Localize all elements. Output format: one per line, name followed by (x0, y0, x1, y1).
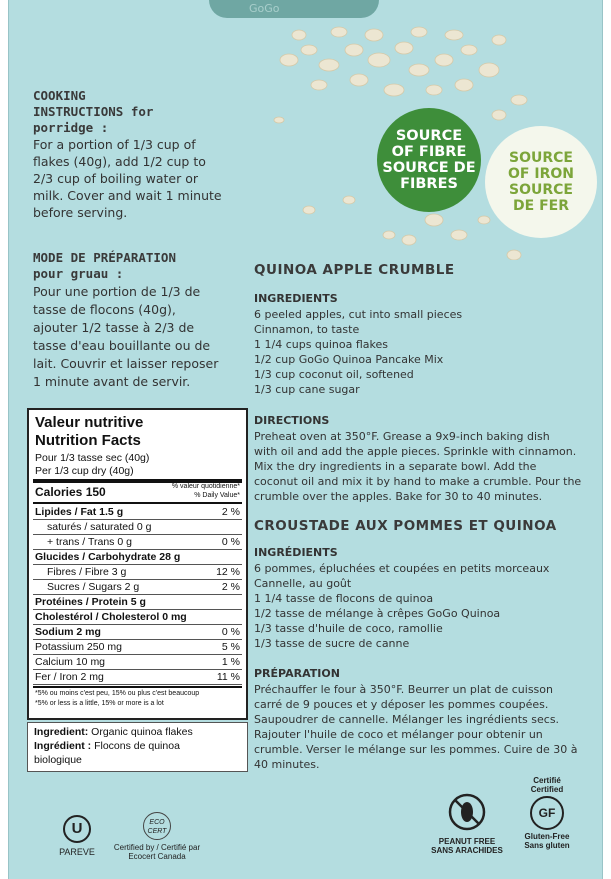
ingredient-fr-value: Flocons de quinoa (94, 740, 180, 752)
nf-row-label: Fer / Iron 2 mg (35, 671, 104, 683)
badge-text: SOURCE (509, 150, 573, 166)
peanut-free-icon (447, 792, 487, 832)
directions-heading-fr: PRÉPARATION (254, 667, 340, 680)
nf-row-dv: 2 % (221, 506, 240, 518)
nf-row (35, 581, 240, 593)
direction-line: coconut oil and mix it by hand to make a crumble. Pour the (254, 475, 582, 488)
recipe-title-fr: CROUSTADE AUX POMMES ET QUINOA (254, 518, 557, 534)
nf-title-en: Nutrition Facts (35, 432, 141, 449)
nf-row (35, 536, 240, 548)
ingredient-item: 1 1/4 cups quinoa flakes (254, 338, 389, 351)
ingredients-heading-fr: INGRÉDIENTS (254, 546, 338, 559)
ingredient-list-box (27, 722, 248, 772)
nf-divider (33, 502, 242, 504)
peanut-caption: SANS ARACHIDES (431, 846, 503, 855)
direction-line: Mix the dry ingredients in a separate bowl. Add the (254, 460, 537, 473)
top-flap (209, 0, 379, 18)
nf-row (35, 521, 240, 533)
peanut-caption: PEANUT FREE (438, 837, 496, 846)
nf-divider (33, 624, 242, 625)
ingredient-item: Cannelle, au goût (254, 577, 352, 590)
cooking-en-line: For a portion of 1/3 cup of (33, 137, 196, 152)
ingredient-item: 1/2 tasse de mélange à crêpes GoGo Quinoa (254, 607, 501, 620)
nf-row (35, 566, 240, 578)
nf-row (35, 611, 240, 623)
pareve-label: PAREVE (59, 847, 95, 857)
ingredient-item: 1/3 cup cane sugar (254, 383, 360, 396)
direction-line: Rajouter l'huile de coco et mélanger pour obtenir un (254, 728, 543, 741)
nf-divider (33, 684, 242, 685)
cooking-fr-line: tasse d'eau bouillante ou de (33, 338, 211, 353)
ingredient-fr (34, 740, 180, 752)
nf-title-fr: Valeur nutritive (35, 414, 144, 431)
nf-divider (33, 639, 242, 640)
gf-certified: Certified (530, 785, 564, 794)
ecocert-caption: Certified by / Certifié par (113, 843, 201, 852)
nf-serving-en: Per 1/3 cup dry (40g) (35, 465, 134, 477)
direction-line: with oil and add the apple pieces. Sprinkle with cinnamon. (254, 445, 577, 458)
cooking-title-fr-2: pour gruau : (33, 266, 124, 281)
nf-row (35, 596, 240, 608)
gf-certified: Certifié (533, 776, 561, 785)
nf-row-label: Cholestérol / Cholesterol 0 mg (35, 611, 187, 623)
nf-row-label: Sucres / Sugars 2 g (47, 581, 140, 593)
nf-row (35, 671, 240, 683)
ingredient-item: 1 1/4 tasse de flocons de quinoa (254, 592, 434, 605)
gf-caption: Gluten-Free (524, 832, 570, 841)
ingredient-item: 1/3 tasse de sucre de canne (254, 637, 410, 650)
cooking-title-fr-1: MODE DE PRÉPARATION (33, 250, 176, 265)
ecocert-icon (143, 812, 171, 840)
cooking-fr-line: tasse de flocons (40g), (33, 302, 176, 317)
gf-caption: Sans gluten (524, 841, 570, 850)
directions-heading-en: DIRECTIONS (254, 414, 330, 427)
badge-text: OF IRON (508, 166, 574, 182)
recipe-title-en: QUINOA APPLE CRUMBLE (254, 262, 455, 278)
nf-divider (33, 594, 242, 595)
ingredient-item: Cinnamon, to taste (254, 323, 360, 336)
cooking-en-line: 2/3 cup of boiling water or (33, 171, 199, 186)
nf-dv-en: % Daily Value* (194, 492, 240, 499)
ingredients-heading-en: INGREDIENTS (254, 292, 338, 305)
ingredient-item: 1/3 tasse d'huile de coco, ramollie (254, 622, 443, 635)
badge-text: SOURCE (395, 128, 463, 144)
gf-icon: GF (530, 796, 564, 830)
ingredient-item: 6 peeled apples, cut into small pieces (254, 308, 463, 321)
nf-row-dv: 5 % (221, 641, 240, 653)
nf-row-dv: 1 % (221, 656, 240, 668)
top-flap-text: GoGo (249, 2, 280, 15)
cooking-fr-line: 1 minute avant de servir. (33, 374, 191, 389)
nf-divider (33, 549, 242, 550)
direction-line: carré de 9 pouces et y déposer les pommes coupées. (254, 698, 549, 711)
nf-row-label: Calcium 10 mg (35, 656, 106, 668)
cooking-fr-line: lait. Couvrir et laisser reposer (33, 356, 219, 371)
nf-divider (33, 686, 242, 688)
cooking-fr-line: Pour une portion de 1/3 de (33, 284, 201, 299)
cooking-en-line: flakes (40g), add 1/2 cup to (33, 154, 206, 169)
nf-divider (33, 669, 242, 670)
nf-footnote-fr: *5% ou moins c'est peu, 15% ou plus c'est beaucoup (35, 690, 200, 697)
badge-text: FIBRES (400, 176, 458, 192)
cooking-title-en-3: porridge : (33, 120, 109, 135)
badge-text: OF FIBRE (391, 144, 467, 160)
nf-divider (33, 534, 242, 535)
direction-line: Préchauffer le four à 350°F. Beurrer un plat de cuisson (254, 683, 553, 696)
direction-line: Preheat oven at 350°F. Grease a 9x9-inch baking dish (254, 430, 550, 443)
nf-row-label: Fibres / Fibre 3 g (47, 566, 127, 578)
ecocert-caption: Ecocert Canada (128, 852, 186, 861)
ingredient-en-value: Organic quinoa flakes (91, 726, 193, 738)
cooking-title-en-1: COOKING (33, 88, 86, 103)
direction-line: crumble. Verser le mélange sur les pommes. Cuire de 30 à (254, 743, 578, 756)
badge-text: SOURCE (509, 182, 573, 198)
nf-serving-fr: Pour 1/3 tasse sec (40g) (35, 452, 150, 464)
nf-row (35, 626, 240, 638)
ingredient-item: 6 pommes, épluchées et coupées en petits morceaux (254, 562, 550, 575)
direction-line: Saupoudrer de cannelle. Mélanger les ingrédients secs. (254, 713, 560, 726)
badge-text: DE FER (513, 198, 569, 214)
cooking-en-line: milk. Cover and wait 1 minute (33, 188, 222, 203)
cooking-fr-line: ajouter 1/2 tasse à 2/3 de (33, 320, 195, 335)
nf-row (35, 506, 240, 518)
nf-divider (33, 579, 242, 580)
direction-line: crumble over the apples. Bake for 30 to 40 minutes. (254, 490, 543, 503)
nf-row-dv: 0 % (221, 626, 240, 638)
nf-row-label: saturés / saturated 0 g (47, 521, 152, 533)
nf-row-label: + trans / Trans 0 g (47, 536, 132, 548)
ingredient-en (34, 726, 193, 738)
nf-divider (33, 609, 242, 610)
kosher-u-icon: U (63, 815, 91, 843)
nf-row-dv: 12 % (216, 566, 240, 578)
nf-row-dv: 2 % (221, 581, 240, 593)
nf-row-label: Sodium 2 mg (35, 626, 101, 638)
ecocert-top: ECO (149, 819, 165, 826)
nf-row-dv: 0 % (221, 536, 240, 548)
cooking-en-line: before serving. (33, 205, 128, 220)
peanut-free-logo (427, 792, 507, 855)
ingredient-fr-2: biologique (34, 754, 82, 766)
nf-row-label: Potassium 250 mg (35, 641, 122, 653)
source-of-fibre-badge (377, 108, 481, 212)
nf-footnote-en: *5% or less is a little, 15% or more is a lot (35, 700, 164, 707)
nf-divider (33, 564, 242, 565)
ecocert-bottom: CERT (147, 828, 167, 835)
ingredient-en-label: Ingredient: (34, 726, 89, 738)
badge-text: SOURCE DE (382, 160, 476, 176)
cooking-title-en-2: INSTRUCTIONS for (33, 104, 154, 119)
nf-row-dv: 11 % (216, 671, 240, 683)
nutrition-facts-table (27, 408, 248, 720)
nf-calories: Calories 150 (35, 485, 106, 499)
nf-row (35, 641, 240, 653)
nf-row (35, 551, 240, 563)
nf-row-label: Glucides / Carbohydrate 28 g (35, 551, 181, 563)
nf-divider (33, 519, 242, 520)
ingredient-fr-label: Ingrédient : (34, 740, 92, 752)
nf-row-label: Protéines / Protein 5 g (35, 596, 146, 608)
ingredient-item: 1/2 cup GoGo Quinoa Pancake Mix (254, 353, 444, 366)
direction-line: 40 minutes. (254, 758, 320, 771)
nf-row-label: Lipides / Fat 1.5 g (35, 506, 124, 518)
ecocert-logo (97, 812, 217, 861)
nf-row (35, 656, 240, 668)
source-of-iron-badge (485, 126, 597, 238)
ingredient-item: 1/3 cup coconut oil, softened (254, 368, 414, 381)
gluten-free-logo (509, 776, 585, 850)
nf-divider (33, 654, 242, 655)
nf-dv-fr: % valeur quotidienne* (171, 483, 240, 490)
